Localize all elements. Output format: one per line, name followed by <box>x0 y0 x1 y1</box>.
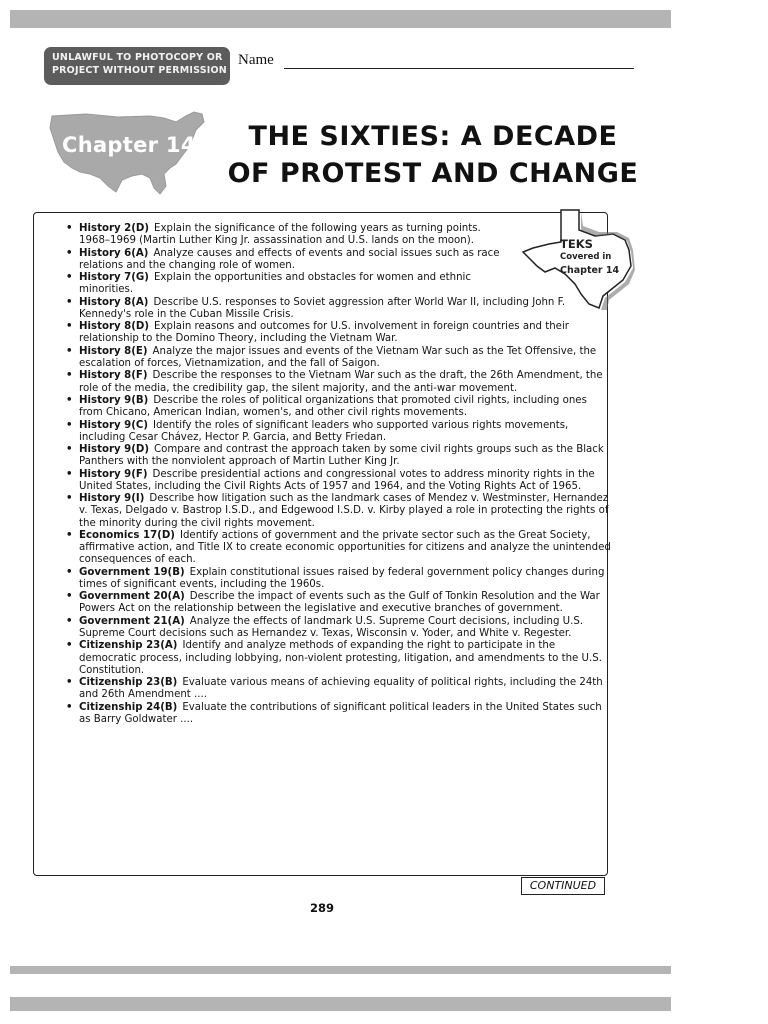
notice-line-2: PROJECT WITHOUT PERMISSION <box>52 65 227 76</box>
list-item: • History 9(B) Describe the roles of political organizations that promoted civil rights, including ones from Chicano, American Indian, women's, and other civil rights movements. <box>66 395 587 419</box>
name-underline[interactable] <box>284 68 634 69</box>
standard-code: History 7(G) <box>79 272 149 284</box>
name-label: Name <box>238 52 274 68</box>
list-item: • Government 20(A) Describe the impact of events such as the Gulf of Tonkin Resolution and the War Powers Act on the relationship between the legislative and executive branches of government. <box>66 591 600 615</box>
list-item: • History 8(A) Describe U.S. responses to Soviet aggression after World War II, including John F. Kennedy's role in the Cuban Missile Crisis. <box>66 296 566 320</box>
standard-code: Government 20(A) <box>79 591 185 603</box>
standard-text: Explain the significance of the following years as turning points. 1968–1969 (Martin Luther King Jr. assassination and U.S. lands on the moon). <box>79 223 481 247</box>
copyright-notice-badge <box>44 47 230 85</box>
standard-text: Describe presidential actions and congressional votes to address minority rights in the United States, including the Civil Rights Acts of 1957 and 1964, and the Voting Rights Act of 1965. <box>79 468 595 492</box>
standard-text: Analyze the major issues and events of the Vietnam War such as the Tet Offensive, the escalation of forces, Vietnamization, and the fall of Saigon. <box>79 345 597 369</box>
page-number: 289 <box>309 901 334 915</box>
standard-code: History 9(C) <box>79 419 149 431</box>
standard-text: Compare and contrast the approach taken by some civil rights groups such as the Black Panthers with the nonviolent approach of Martin Luther King Jr. <box>79 444 604 468</box>
standard-text: Describe the roles of political organizations that promoted civil rights, including ones from Chicano, American Indian, women's, and other civil rights movements. <box>79 395 587 419</box>
list-item: • History 7(G) Explain the opportunities and obstacles for women and ethnic minorities. <box>66 272 471 296</box>
list-item: • History 2(D) Explain the significance of the following years as turning points. 1968–1969 (Martin Luther King Jr. assassination and U.S. lands on the moon). <box>66 223 481 247</box>
bottom-gray-bar <box>10 997 671 1011</box>
standard-code: History 8(E) <box>79 345 148 357</box>
standard-text: Identify and analyze methods of expanding the right to participate in the democratic process, including lobbying, non-violent protesting, litigation, and amendments to the U.S. Constitution. <box>79 640 602 676</box>
standard-code: History 9(F) <box>79 468 148 480</box>
standard-text: Describe how litigation such as the landmark cases of Mendez v. Westminster, Hernandez v. Texas, Delgado v. Bastrop I.S.D., and Edgewood I.S.D. v. Kirby played a role in protecting the rights of the minority during the civil rights movement. <box>79 493 609 529</box>
list-item: • Citizenship 23(A) Identify and analyze methods of expanding the right to participate in the democratic process, including lobbying, non-violent protesting, litigation, and amendments to the U.S. Constitution. <box>66 640 602 676</box>
list-item: • History 9(D) Compare and contrast the approach taken by some civil rights groups such as the Black Panthers with the nonviolent approach of Martin Luther King Jr. <box>66 444 604 468</box>
list-item: • History 6(A) Analyze causes and effects of events and social issues such as race relations and the changing role of women. <box>66 247 500 271</box>
standards-list <box>66 223 611 726</box>
list-item: • Government 19(B) Explain constitutional issues raised by federal government policy changes during times of significant events, including the 1960s. <box>66 566 605 590</box>
list-item: • History 8(D) Explain reasons and outcomes for U.S. involvement in foreign countries and their relationship to the Domino Theory, including the Vietnam War. <box>66 321 569 345</box>
chapter-title-line-2: OF PROTEST AND CHANGE <box>227 158 639 189</box>
standard-code: History 9(D) <box>79 444 150 456</box>
standard-text: Analyze the effects of landmark U.S. Supreme Court decisions, including U.S. Supreme Court decisions such as Hernandez v. Texas, Wisconsin v. Yoder, and White v. Regester. <box>79 615 584 639</box>
list-item: • Government 21(A) Analyze the effects of landmark U.S. Supreme Court decisions, including U.S. Supreme Court decisions such as Hernandez v. Texas, Wisconsin v. Yoder, and White v. Regester. <box>66 615 584 639</box>
list-item: • Citizenship 23(B) Evaluate various means of achieving equality of political rights, including the 24th and 26th Amendment .... <box>66 677 603 701</box>
standard-code: Government 21(A) <box>79 615 185 627</box>
standard-code: History 8(A) <box>79 296 149 308</box>
standard-code: History 8(F) <box>79 370 148 382</box>
standard-code: Citizenship 23(B) <box>79 677 178 689</box>
standard-text: Describe U.S. responses to Soviet aggression after World War II, including John F. Kennedy's role in the Cuban Missile Crisis. <box>79 296 566 320</box>
standard-code: History 6(A) <box>79 247 149 259</box>
list-item: • Economics 17(D) Identify actions of government and the private sector such as the Great Society, affirmative action, and Title IX to create economic opportunities for citizens and analyze the unintended consequences of each. <box>66 530 611 566</box>
standard-code: History 9(B) <box>79 395 149 407</box>
teks-line-1: TEKS <box>560 237 593 251</box>
standard-text: Explain reasons and outcomes for U.S. involvement in foreign countries and their relationship to the Domino Theory, including the Vietnam War. <box>79 321 569 345</box>
teks-line-2: Covered in <box>560 252 612 262</box>
standard-code: Economics 17(D) <box>79 530 175 542</box>
standard-text: Analyze causes and effects of events and social issues such as race relations and the changing role of women. <box>79 247 500 271</box>
top-gray-bar <box>10 10 671 28</box>
chapter-label: Chapter 14 <box>62 133 196 157</box>
standard-text: Explain constitutional issues raised by federal government policy changes during times of significant events, including the 1960s. <box>79 566 605 590</box>
standard-text: Evaluate the contributions of significant political leaders in the United States such as Barry Goldwater .... <box>79 701 602 725</box>
bottom-gray-bar-thin <box>10 966 671 974</box>
list-item: • History 9(F) Describe presidential actions and congressional votes to address minority rights in the United States, including the Civil Rights Acts of 1957 and 1964, and the Voting Rights Act of 1965. <box>66 468 595 492</box>
standard-text: Describe the impact of events such as the Gulf of Tonkin Resolution and the War Powers Act on the relationship between the legislative and executive branches of government. <box>79 591 600 615</box>
notice-line-1: UNLAWFUL TO PHOTOCOPY OR <box>52 52 223 63</box>
standard-code: History 9(I) <box>79 493 145 505</box>
standard-text: Evaluate various means of achieving equality of political rights, including the 24th and 26th Amendment .... <box>79 677 603 701</box>
standard-code: History 2(D) <box>79 223 150 234</box>
standard-text: Identify the roles of significant leaders who supported various rights movements, including Cesar Chávez, Hector P. Garcia, and Betty Friedan. <box>79 419 569 443</box>
standard-code: History 8(D) <box>79 321 150 333</box>
list-item: • History 9(C) Identify the roles of significant leaders who supported various rights movements, including Cesar Chávez, Hector P. Garcia, and Betty Friedan. <box>66 419 569 443</box>
name-field[interactable] <box>238 52 636 74</box>
standard-text: Identify actions of government and the private sector such as the Great Society, affirmative action, and Title IX to create economic opportunities for citizens and analyze the unintended consequences of each. <box>79 530 611 566</box>
list-item: • History 9(I) Describe how litigation such as the landmark cases of Mendez v. Westminster, Hernandez v. Texas, Delgado v. Bastrop I.S.D., and Edgewood I.S.D. v. Kirby played a role in protecting the rights of the minority during the civil rights movement. <box>66 493 609 529</box>
standard-code: Government 19(B) <box>79 566 185 578</box>
chapter-title-line-1: THE SIXTIES: A DECADE <box>248 121 618 152</box>
standard-text: Explain the opportunities and obstacles for women and ethnic minorities. <box>79 272 471 296</box>
continued-tag: CONTINUED <box>521 877 605 895</box>
standard-code: Citizenship 23(A) <box>79 640 178 652</box>
list-item: • History 8(E) Analyze the major issues and events of the Vietnam War such as the Tet Offensive, the escalation of forces, Vietnamization, and the fall of Saigon. <box>66 345 597 369</box>
standard-text: Describe the responses to the Vietnam War such as the draft, the 26th Amendment, the role of the media, the credibility gap, the silent majority, and the anti-war movement. <box>79 370 603 394</box>
teks-line-3: Chapter 14 <box>560 265 620 276</box>
list-item: • History 8(F) Describe the responses to the Vietnam War such as the draft, the 26th Amendment, the role of the media, the credibility gap, the silent majority, and the anti-war movement. <box>66 370 603 394</box>
chapter-title <box>226 118 640 192</box>
standard-code: Citizenship 24(B) <box>79 701 178 713</box>
list-item: • Citizenship 24(B) Evaluate the contributions of significant political leaders in the United States such as Barry Goldwater .... <box>66 701 602 725</box>
